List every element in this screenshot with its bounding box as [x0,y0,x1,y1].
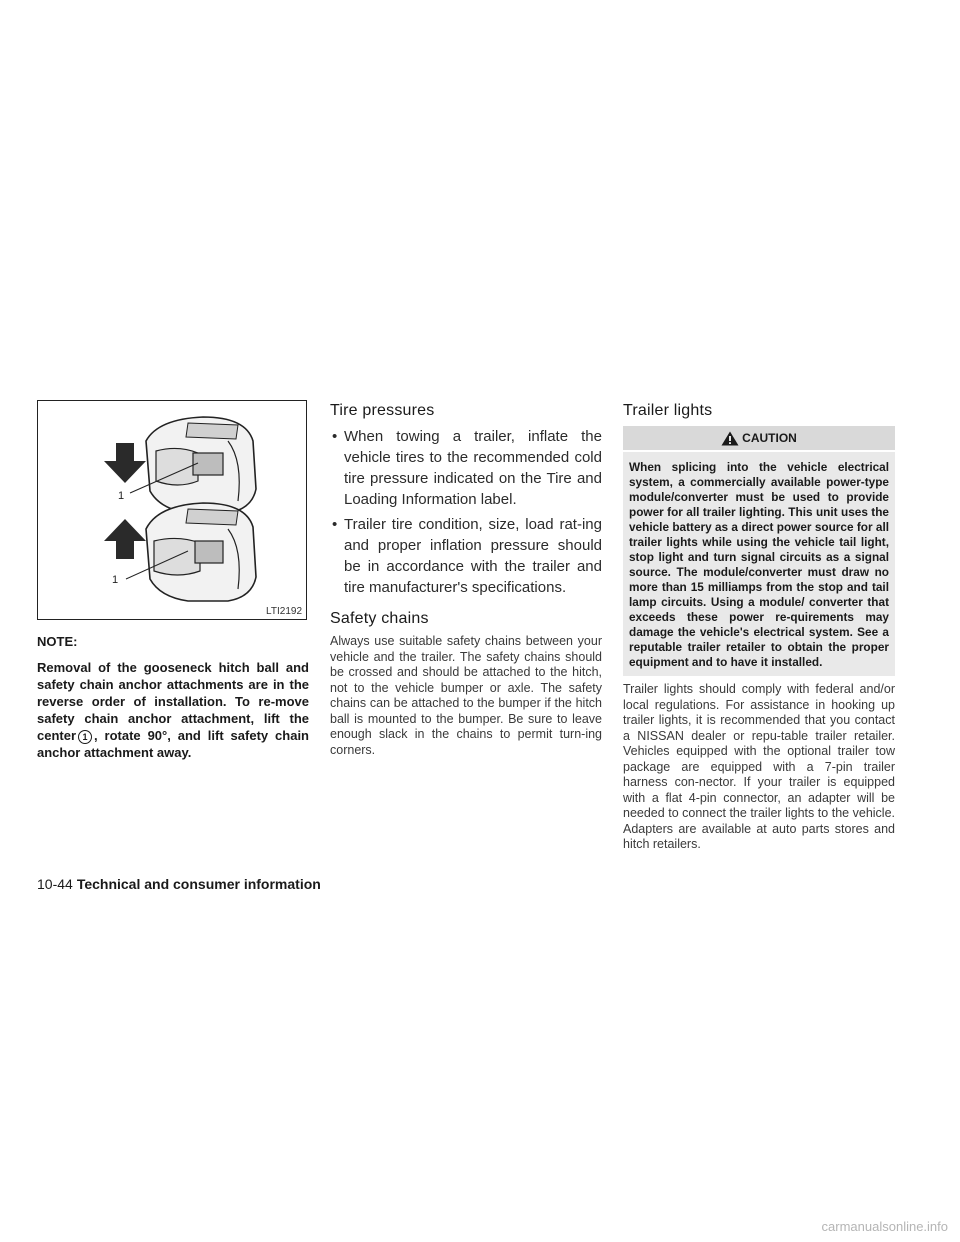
right-column [623,400,895,853]
hitch-illustration [37,400,307,620]
upper-anchor-cap [146,417,256,513]
warning-icon [721,431,739,446]
trailer-lights-text: Trailer lights should comply with federal and/or local regulations. For assistance in hooking up trailer lights, it is recommended that you contact a NISSAN dealer or repu-table trailer retailer. Vehicles equipped with the optional trailer tow package are equipped with a 7-pin trailer harness con-nector. If your trailer is equipped with a flat 4-pin connector, an adapter will be needed to connect the trailer lights to the vehicle. Adapters are available at auto parts stores and hitch retailers. [623,682,895,851]
heading-safety-chains: Safety chains [330,610,429,627]
note-text [37,659,309,761]
note-text-after: , rotate 90°, and lift safety chain anchor attachment away. [37,728,309,760]
middle-column [330,400,602,758]
caution-label: CAUTION [742,431,797,445]
callout-label-lower: 1 [112,574,119,586]
lower-anchor-cap [146,503,256,601]
section-title: Technical and consumer information [76,876,321,892]
up-arrow-icon [104,519,146,559]
page-number: 10-44 [37,876,73,892]
heading-trailer-lights: Trailer lights [623,402,713,419]
hitch-diagram [38,401,306,619]
note-title: NOTE: [37,634,78,649]
left-column [37,400,309,761]
caution-text: When splicing into the vehicle electrical system, a commercially available power-type module/converter must be used to provide power for all trailer lighting. This unit uses the vehicle battery as a direct power source for all trailer lights while using the vehicle tail light, stop light and turn signal circuits as a signal source. The module/converter must draw no more than 15 milliamps from the stop and tail lamp circuits. Using a module/ converter that exceeds these power re-quirements may damage the vehicle's electrical system. See a reputable trailer retailer to obtain the proper equipment and to have it installed. [623,452,895,676]
callout-circle-1: 1 [78,730,92,744]
callout-label-upper: 1 [118,490,125,502]
list-item: • When towing a trailer, inflate the vehicle tires to the recommended cold tire pressure indicated on the Tire and Loading Information label. [330,426,602,510]
list-item: • Trailer tire condition, size, load rat-ing and proper inflation pressure should be in accordance with the trailer and tire manufacturer's specifications. [330,514,602,598]
watermark: carmanualsonline.info [821,1219,948,1234]
tire-pressure-list [330,426,602,598]
figure-id: LTI2192 [266,606,302,617]
caution-header [623,426,895,450]
page-footer [37,876,321,892]
down-arrow-icon [104,443,146,483]
note-text-before: Removal of the gooseneck hitch ball and safety chain anchor attachments are in the reverse order of installation. To re-move safety chain anchor attachment, lift the center [37,660,309,743]
heading-tire-pressures: Tire pressures [330,402,435,419]
safety-chains-text: Always use suitable safety chains between your vehicle and the trailer. The safety chains should be crossed and should be attached to the hitch, not to the vehicle bumper or axle. The safety chains can be attached to the bumper if the hitch ball is mounted to the bumper. Be sure to leave enough slack in the chains to permit turn-ing corners. [330,634,602,757]
